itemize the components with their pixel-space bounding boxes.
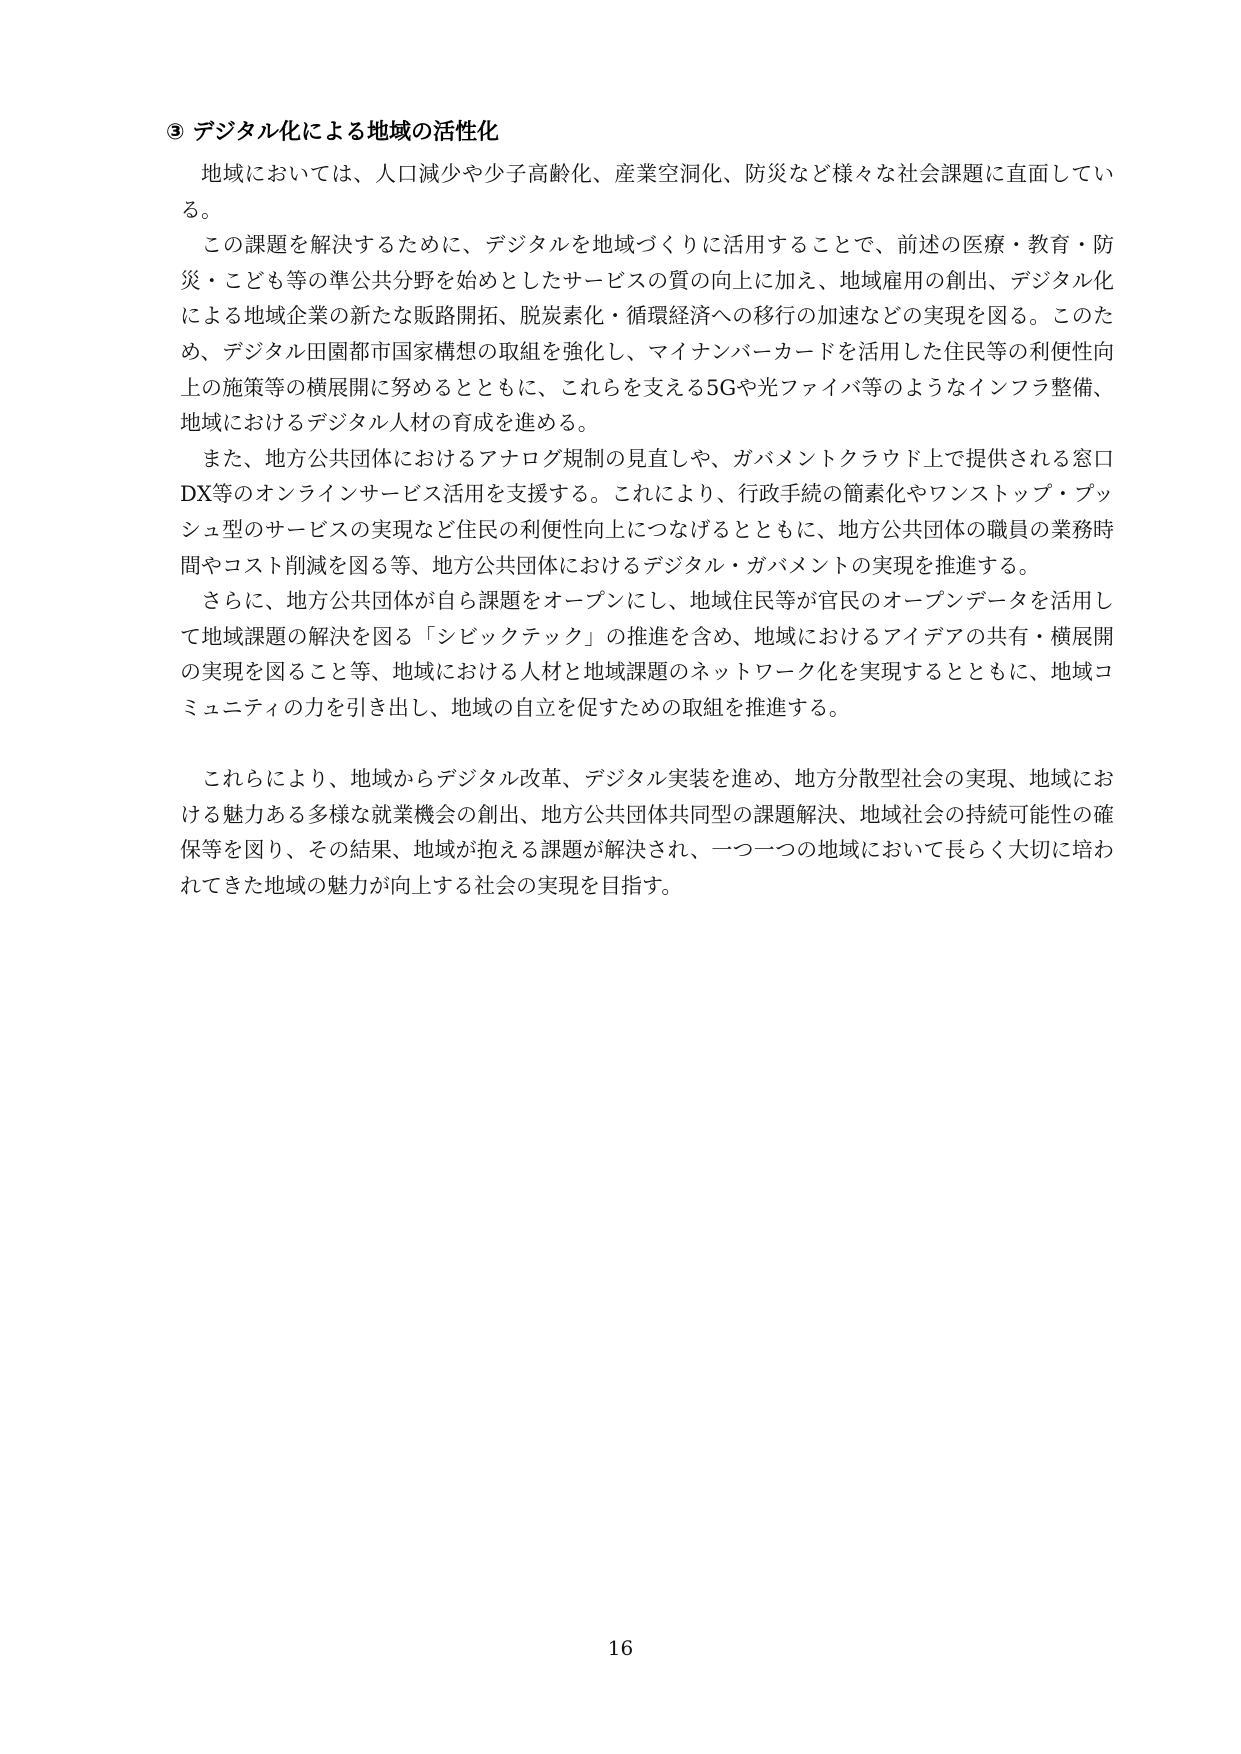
paragraph-civic-tech: さらに、地方公共団体が自ら課題をオープンにし、地域住民等が官民のオープンデータを活用して地域課題の解決を図る「シビックテック」の推進を含め、地域におけるアイデアの共有・横展開の実現を図ること等、地域における人材と地域課題のネットワーク化を実現するとともに、地域コミュニティの力を引き出し、地域の自立を促すための取組を推進する。 [180, 589, 1114, 720]
paragraph-regional-issues: 地域においては、人口減少や少子高齢化、産業空洞化、防災など様々な社会課題に直面している。 [180, 162, 1114, 222]
paragraph-digital-utilization: この課題を解決するために、デジタルを地域づくりに活用することで、前述の医療・教育・防災・こども等の準公共分野を始めとしたサービスの質の向上に加え、地域雇用の創出、デジタル化による地域企業の新たな販路開拓、脱炭素化・循環経済への移行の加速などの実現を図る。このため、デジタル田園都市国家構想の取組を強化し、マイナンバーカードを活用した住民等の利便性向上の施策等の横展開に努めるとともに、これらを支える5Gや光ファイバ等のようなインフラ整備、地域におけるデジタル人材の育成を進める。 [180, 233, 1114, 436]
body-text [180, 157, 1114, 904]
paragraph-conclusion: これらにより、地域からデジタル改革、デジタル実装を進め、地方分散型社会の実現、地域における魅力ある多様な就業機会の創出、地方公共団体共同型の課題解決、地域社会の持続可能性の確保等を図り、その結果、地域が抱える課題が解決され、一つ一つの地域において長らく大切に培われてきた地域の魅力が向上する社会の実現を目指す。 [180, 767, 1114, 898]
section-heading: ③ デジタル化による地域の活性化 [166, 120, 499, 145]
page-number: 16 [607, 1636, 634, 1660]
paragraph-analog-regulation: また、地方公共団体におけるアナログ規制の見直しや、ガバメントクラウド上で提供される窓口DX等のオンラインサービス活用を支援する。これにより、行政手続の簡素化やワンストップ・プッシュ型のサービスの実現など住民の利便性向上につなげるとともに、地方公共団体の職員の業務時間やコスト削減を図る等、地方公共団体におけるデジタル・ガバメントの実現を推進する。 [180, 446, 1114, 578]
